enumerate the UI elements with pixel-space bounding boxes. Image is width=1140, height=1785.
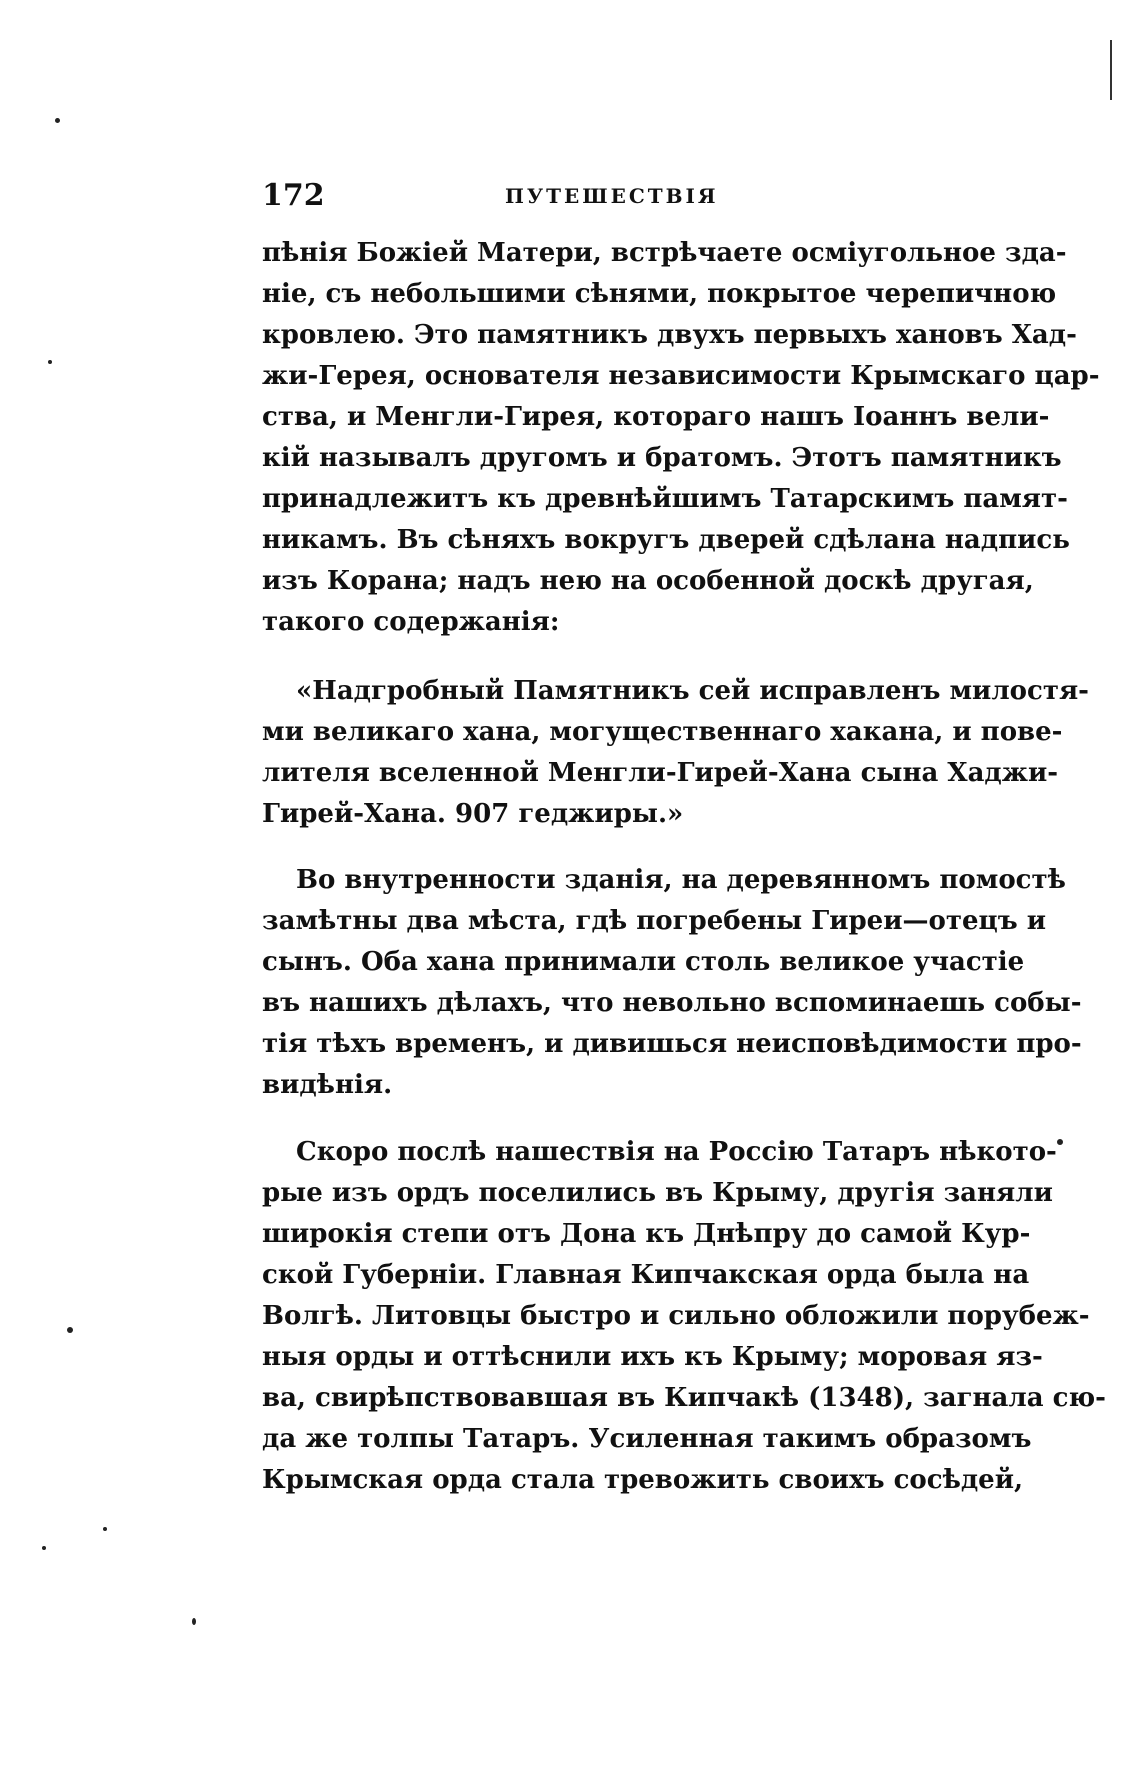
scan-speck (48, 360, 52, 364)
scan-speck (103, 1527, 107, 1531)
text-line: ства, и Менгли-Гирея, котораго нашъ Іоаннъ вели- (262, 402, 1050, 432)
text-line: ва, свирѣпствовавшая въ Кипчакѣ (1348), загнала сю- (262, 1383, 1106, 1413)
text-line: принадлежитъ къ древнѣйшимъ Татарскимъ памят- (262, 484, 1068, 514)
paragraph-3 (262, 1132, 1106, 1501)
page-number: 172 (262, 178, 325, 213)
text-line: пѣнія Божіей Матери, встрѣчаете осміугольное зда- (262, 238, 1067, 268)
text-line: Гирей-Хана. 907 геджиры.» (262, 799, 684, 829)
scan-speck (67, 1327, 73, 1333)
text-line: кій называлъ другомъ и братомъ. Этотъ памятникъ (262, 443, 1062, 473)
text-line: никамъ. Въ сѣняхъ вокругъ дверей сдѣлана надпись (262, 525, 1070, 555)
text-line: сынъ. Оба хана принимали столь великое участіе (262, 947, 1025, 977)
scan-speck (1057, 1139, 1063, 1145)
text-line: изъ Корана; надъ нею на особенной доскѣ другая, (262, 566, 1034, 596)
text-line: рые изъ ордъ поселились въ Крыму, другія заняли (262, 1178, 1053, 1208)
inscription-quote (262, 671, 1089, 835)
text-line: кровлею. Это памятникъ двухъ первыхъ хановъ Хад- (262, 320, 1077, 350)
text-line: Крымская орда стала тревожить своихъ сосѣдей, (262, 1465, 1024, 1495)
text-line: жи-Герея, основателя независимости Крымскаго цар- (262, 361, 1100, 391)
text-line: да же толпы Татаръ. Усиленная такимъ образомъ (262, 1424, 1032, 1454)
text-line: широкія степи отъ Дона къ Днѣпру до самой Кур- (262, 1219, 1031, 1249)
text-line: «Надгробный Памятникъ сей исправленъ милостя- (296, 676, 1089, 706)
scan-speck (42, 1546, 46, 1550)
text-line: ныя орды и оттѣснили ихъ къ Крыму; моровая яз- (262, 1342, 1043, 1372)
text-line: лителя вселенной Менгли-Гирей-Хана сына Хаджи- (262, 758, 1059, 788)
scan-speck (192, 1618, 196, 1625)
text-line: тія тѣхъ временъ, и дивишься неисповѣдимости про- (262, 1029, 1082, 1059)
text-line: ніе, съ небольшими сѣнями, покрытое черепичною (262, 279, 1057, 309)
running-title: ПУТЕШЕСТВІЯ (505, 184, 719, 208)
text-line: въ нашихъ дѣлахъ, что невольно вспоминаешь собы- (262, 988, 1082, 1018)
page-edge-mark (1110, 40, 1112, 100)
text-line: Во внутренности зданія, на деревянномъ помостѣ (296, 865, 1066, 895)
text-line: такого содержанія: (262, 607, 560, 637)
text-line: замѣтны два мѣста, гдѣ погребены Гиреи—отецъ и (262, 906, 1046, 936)
text-line: видѣнія. (262, 1070, 393, 1100)
text-line: ской Губерніи. Главная Кипчакская орда была на (262, 1260, 1030, 1290)
paragraph-1 (262, 233, 1100, 643)
text-line: Скоро послѣ нашествія на Россію Татаръ нѣкото- (296, 1137, 1057, 1167)
text-line: ми великаго хана, могущественнаго хакана, и пове- (262, 717, 1063, 747)
text-line: Волгѣ. Литовцы быстро и сильно обложили порубеж- (262, 1301, 1090, 1331)
scan-speck (55, 118, 60, 123)
page-header (262, 178, 992, 218)
paragraph-2 (262, 860, 1082, 1106)
